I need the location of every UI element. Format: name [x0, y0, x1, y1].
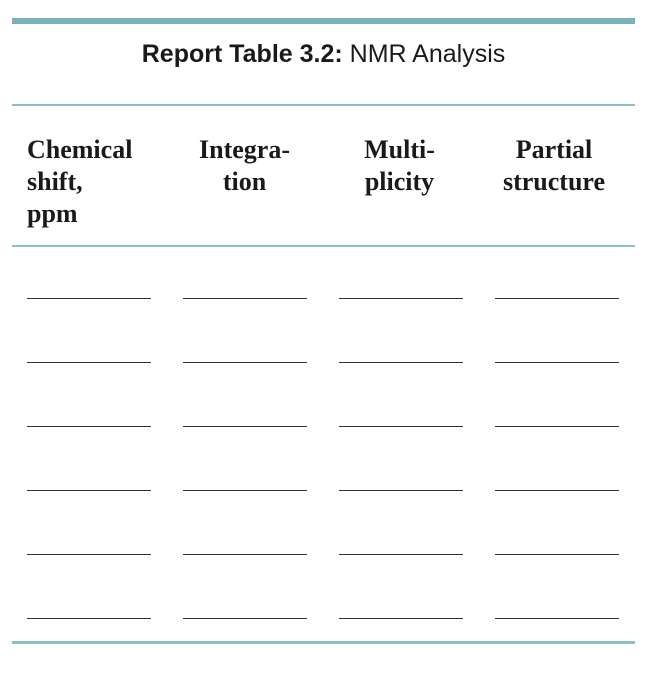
blank-answer-line: [183, 426, 307, 427]
column-header-multiplicity: [337, 134, 462, 198]
blank-answer-line: [495, 618, 619, 619]
blank-answer-line: [495, 490, 619, 491]
table-bottom-border: [12, 641, 635, 644]
blank-answer-line: [27, 298, 151, 299]
blank-answer-line: [339, 426, 463, 427]
table-title: [12, 40, 635, 69]
column-header-integration: [182, 134, 307, 198]
blank-answer-line: [27, 490, 151, 491]
blank-answer-line: [339, 618, 463, 619]
report-table: [12, 0, 635, 674]
blank-answer-line: [495, 298, 619, 299]
blank-answer-line: [495, 426, 619, 427]
blank-answer-line: [339, 554, 463, 555]
header-top-divider: [12, 104, 635, 106]
column-header-partial-structure: [489, 134, 619, 198]
header-line: shift,: [27, 167, 83, 196]
header-line: Chemical: [27, 135, 133, 164]
blank-answer-line: [183, 490, 307, 491]
blank-answer-line: [27, 618, 151, 619]
header-line: structure: [502, 167, 606, 196]
header-line: plicity: [364, 167, 435, 196]
table-title-text: NMR Analysis: [349, 40, 506, 68]
blank-answer-line: [183, 618, 307, 619]
header-line: Integra-: [199, 135, 290, 164]
column-headers: [12, 134, 635, 244]
header-line: ppm: [27, 199, 78, 228]
blank-answer-line: [495, 362, 619, 363]
table-title-label: Report Table 3.2:: [141, 40, 343, 68]
header-line: Partial: [515, 135, 593, 164]
blank-answer-line: [495, 554, 619, 555]
header-line: tion: [222, 167, 267, 196]
header-line: Multi-: [364, 135, 435, 164]
header-bottom-divider: [12, 245, 635, 247]
blank-answer-line: [339, 490, 463, 491]
blank-answer-line: [183, 298, 307, 299]
blank-answer-line: [27, 554, 151, 555]
column-header-chemical-shift: [27, 134, 132, 230]
blank-answer-line: [27, 426, 151, 427]
top-border: [12, 18, 635, 24]
blank-answer-line: [27, 362, 151, 363]
blank-answer-line: [183, 362, 307, 363]
blank-answer-line: [183, 554, 307, 555]
blank-answer-line: [339, 298, 463, 299]
blank-answer-line: [339, 362, 463, 363]
